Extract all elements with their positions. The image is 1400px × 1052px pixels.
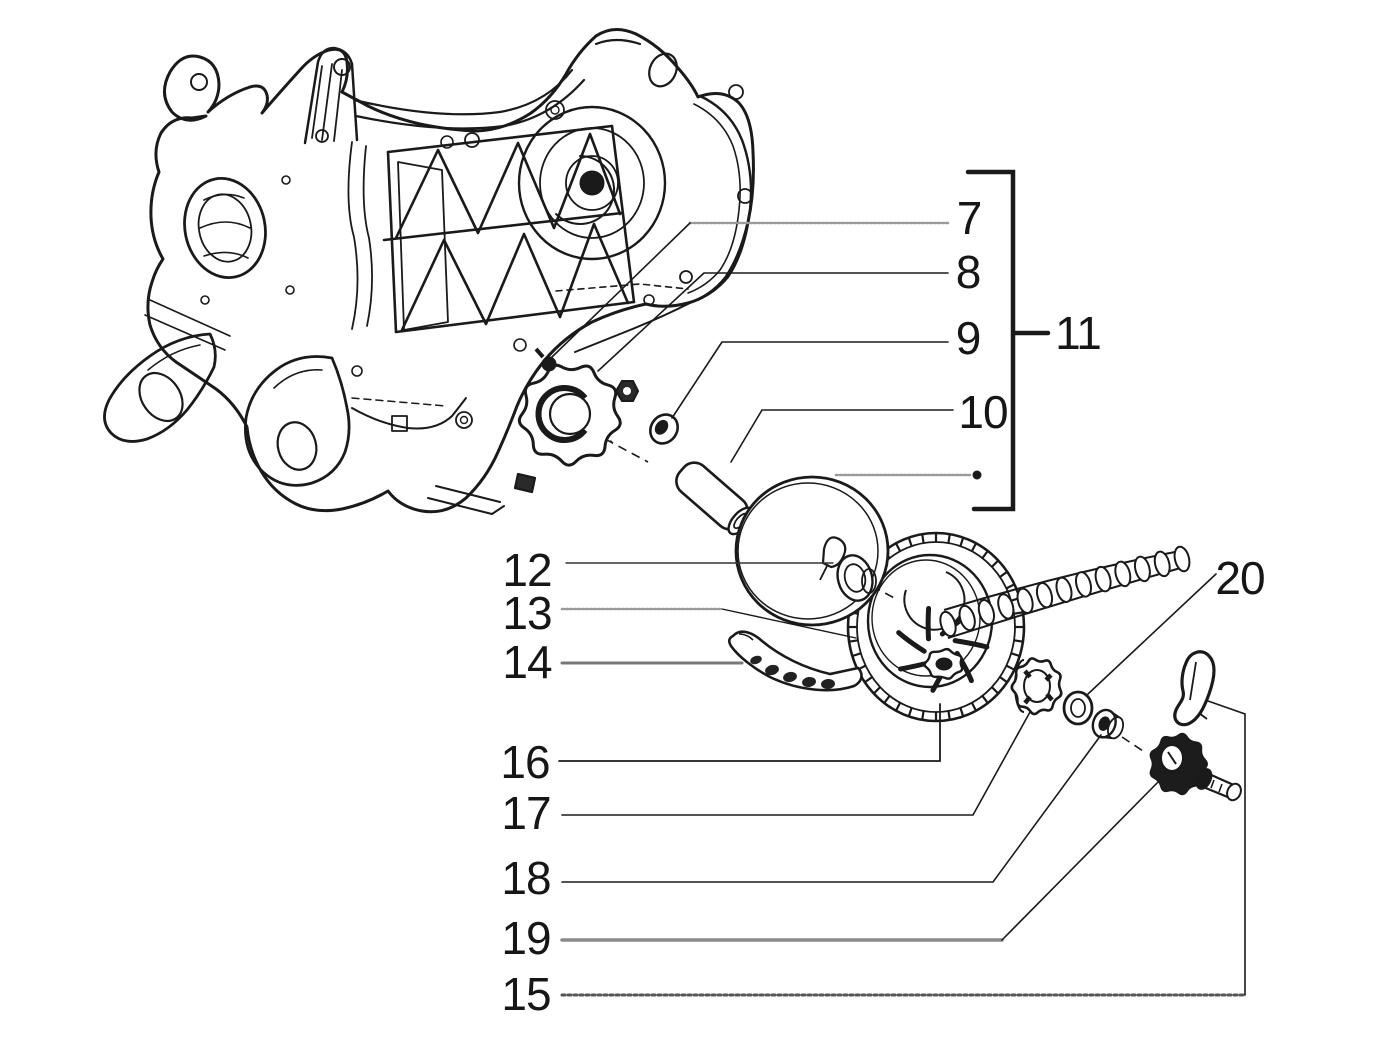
callout-label-15: 15 (501, 968, 551, 1020)
callout-label-19: 19 (501, 912, 551, 964)
callout-label-12: 12 (502, 544, 552, 596)
small-clip (515, 474, 535, 492)
callout-label-20: 20 (1215, 552, 1265, 604)
drive-belt (938, 545, 1192, 638)
callout-label-10: 10 (958, 386, 1008, 438)
callout-label-13: 13 (502, 587, 552, 639)
callout-label-17: 17 (501, 787, 551, 839)
spring-clip (1175, 652, 1214, 725)
ramp-crescent (729, 632, 861, 690)
callout-label-11: 11 (1055, 307, 1101, 359)
shaft-nut (1089, 707, 1127, 744)
plate-pin (542, 357, 556, 371)
callout-label-9: 9 (955, 312, 981, 364)
callout-label-16: 16 (500, 736, 550, 788)
drive-face-disc (736, 477, 888, 625)
one-way-clutch (1012, 658, 1061, 714)
leader-lines (552, 172, 1245, 995)
callout-label-7: 7 (956, 192, 982, 244)
callout-labels (500, 192, 1264, 1020)
variator-plate (515, 349, 620, 492)
nut-small (616, 381, 638, 401)
callout-label-14: 14 (502, 636, 552, 688)
callout-label-18: 18 (501, 852, 551, 904)
spacer-bush (645, 409, 684, 448)
washer (1064, 692, 1092, 724)
starter-pinion (1151, 734, 1244, 803)
callout-label-8: 8 (955, 246, 981, 298)
